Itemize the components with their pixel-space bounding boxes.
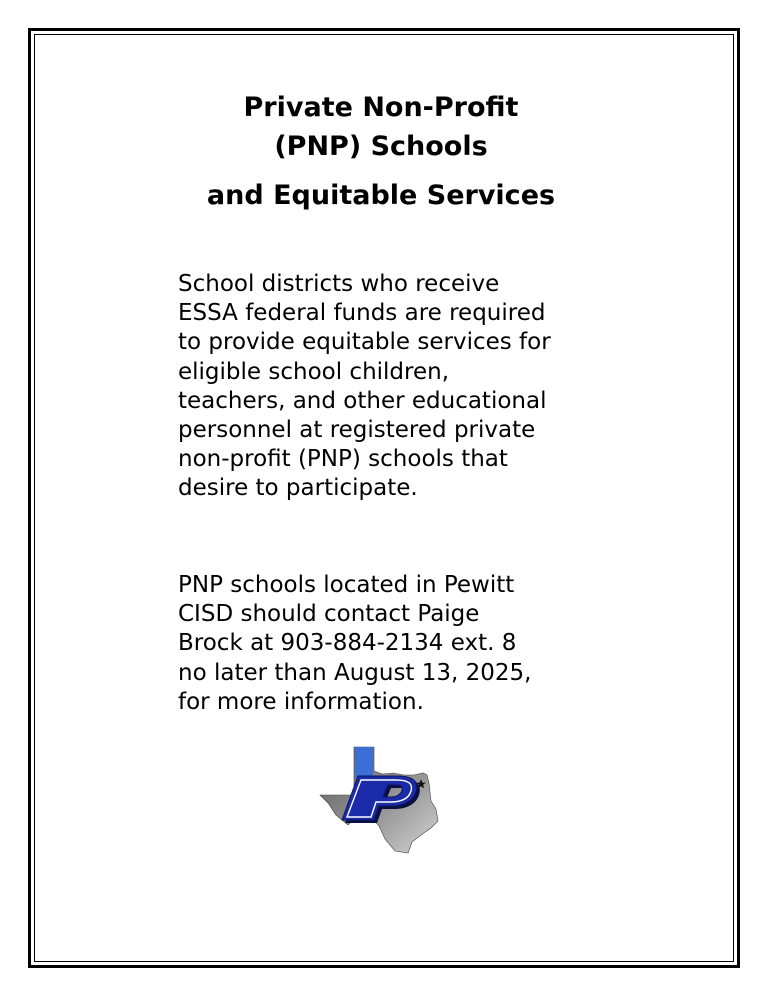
- paragraph-line: CISD should contact Paige: [178, 601, 480, 628]
- paragraph-line: to provide equitable services for: [178, 329, 551, 356]
- paragraph-line: personnel at registered private: [178, 417, 536, 444]
- paragraph-line: teachers, and other educational: [178, 387, 547, 414]
- paragraph-line: ESSA federal funds are required: [178, 300, 546, 327]
- title-line-2: (PNP) Schools: [274, 131, 488, 162]
- paragraph-line: desire to participate.: [178, 475, 418, 502]
- paragraph-line: no later than August 13, 2025,: [178, 659, 532, 686]
- pewitt-texas-logo: [318, 745, 446, 855]
- texas-panhandle-highlight: [355, 747, 373, 779]
- paragraph-line: PNP schools located in Pewitt: [178, 572, 515, 598]
- eligibility-paragraph: [178, 270, 618, 504]
- title-line-1: Private Non-Profit: [243, 92, 519, 123]
- paragraph-line: School districts who receive: [178, 271, 500, 297]
- paragraph-line: Brock at 903-884-2134 ext. 8: [178, 630, 517, 657]
- title-line-3: and Equitable Services: [206, 180, 556, 211]
- paragraph-line: for more information.: [178, 688, 424, 715]
- paragraph-line: non-profit (PNP) schools that: [178, 446, 508, 473]
- paragraph-line: eligible school children,: [178, 358, 450, 385]
- contact-paragraph: [178, 571, 618, 717]
